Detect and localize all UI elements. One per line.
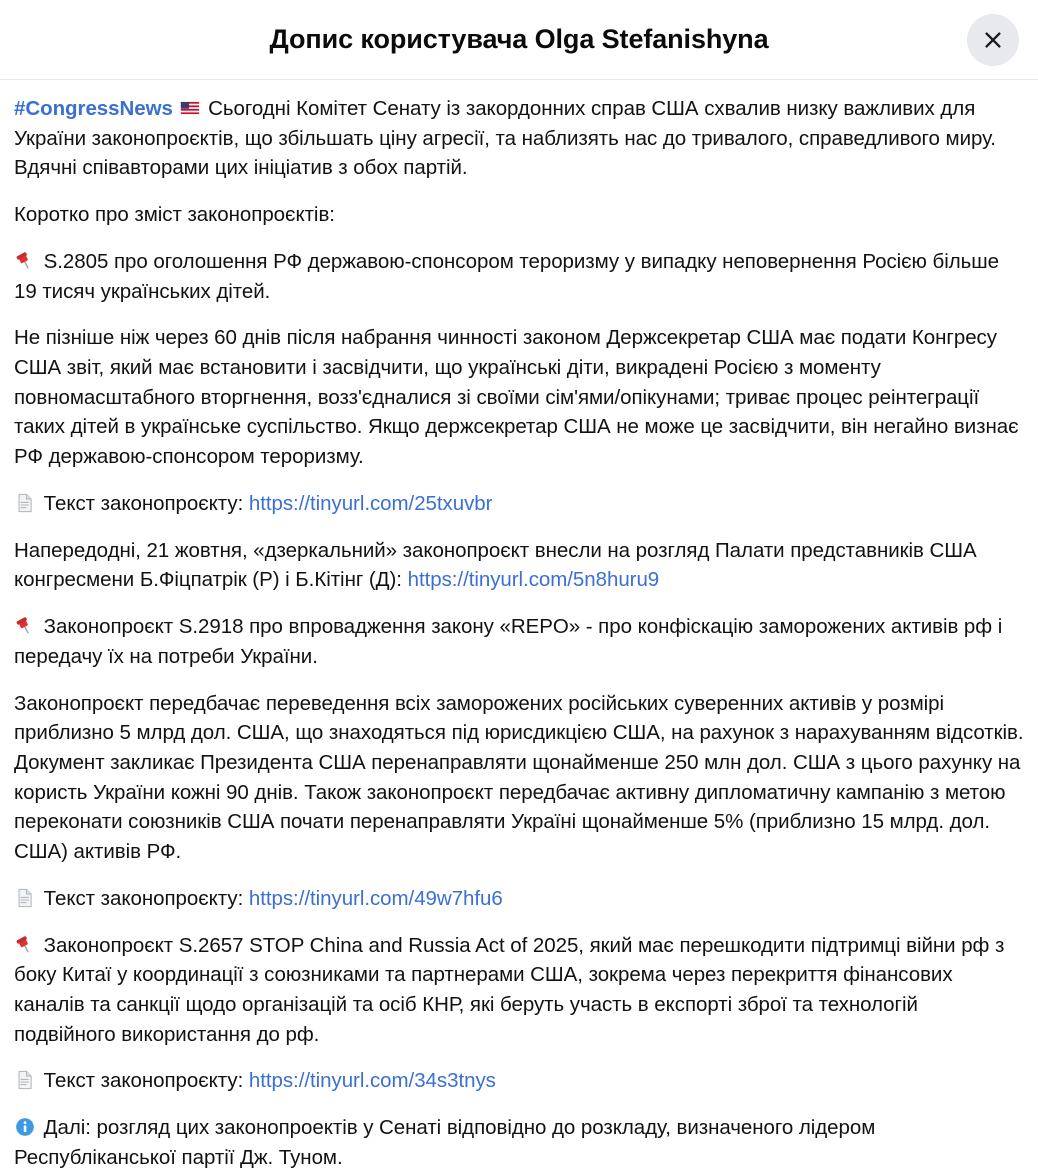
paragraph-text: Законопроєкт передбачає переведення всіх заморожених російських суверенних активів у розмірі приблизно 5 млрд дол. США, що знаходяться під юрисдикцією США, на рахунок з нарахуванням відсотків. Документ закликає Президента США перенаправляти щонайменше 250 млн дол. США з цього рахунку на користь України кожні 90 днів. Також законопроєкт передбачає активну дипломатичну кампанію з метою переконати союзників США почати перенаправляти Україні щонайменше 5% (приблизно 15 млрд. дол. США) активів РФ. [14, 691, 1024, 864]
page-document-icon [14, 887, 36, 909]
post-paragraph-house-mirror-bill [14, 536, 1024, 595]
paragraph-text: Далі: розгляд цих законопроектів у Сенаті відповідно до розкладу, визначеного лідером Республіканської партії Дж. Туном. [14, 1116, 876, 1169]
external-link[interactable]: https://tinyurl.com/34s3tnys [248, 1069, 496, 1093]
post-paragraph-s2918-link [14, 884, 1024, 914]
external-link[interactable]: https://tinyurl.com/25txuvbr [248, 491, 493, 515]
paragraph-text: Законопроєкт S.2657 STOP China and Russia Act of 2025, який має перешкодити підтримці війни рф з боку Китаї у координації з союзниками та партнерами США, зокрема через перекриття фінансових каналів та санкції щодо організацій та осіб КНР, які беруть участь в експорті зброї та технологій подвійного використання до рф. [14, 933, 1005, 1046]
close-icon [982, 29, 1004, 51]
pushpin-icon [14, 250, 36, 272]
paragraph-text: Текст законопроєкту: [43, 886, 249, 910]
paragraph-text: Сьогодні Комітет Сенату із закордонних справ США схвалив низку важливих для України законопроєктів, що збільшать ціну агресії, та наблизять нас до тривалого, справедливого миру. Вдячні співавторами цих ініціатив з обох партій. [14, 97, 996, 180]
post-content [0, 80, 1038, 1173]
pushpin-icon [14, 615, 36, 637]
hashtag-link[interactable]: #CongressNews [14, 97, 173, 120]
post-paragraph-summary-lead [14, 200, 1024, 230]
pushpin-icon [14, 934, 36, 956]
modal-header [0, 0, 1038, 80]
us-flag-icon [179, 97, 201, 119]
page-title: Допис користувача Olga Stefanishyna [269, 24, 769, 55]
paragraph-text: S.2805 про оголошення РФ державою-спонсором тероризму у випадку неповернення Росією більше 19 тисяч українських дітей. [14, 249, 1000, 303]
paragraph-text: Текст законопроєкту: [43, 1069, 249, 1093]
paragraph-text: Законопроєкт S.2918 про впровадження закону «REPO» - про конфіскацію заморожених активів рф і передачу їх на потреби України. [14, 615, 1003, 668]
close-button[interactable] [967, 14, 1019, 66]
post-paragraph-next-steps [14, 1113, 1024, 1172]
external-link[interactable]: https://tinyurl.com/49w7hfu6 [248, 886, 503, 910]
info-icon [14, 1116, 36, 1138]
post-paragraph-s2805-link [14, 489, 1024, 519]
paragraph-text: Не пізніше ніж через 60 днів після набрання чинності законом Держсекретар США має подати Конгресу США звіт, який має встановити і засвідчити, що українські діти, викрадені Росією з моменту повномасштабного вторгнення, возз'єдналися зі своїми сім'ями/опікунами; триває процес реінтеграції таких дітей в українське суспільство. Якщо держсекретар США не може це засвідчити, він негайно визнає РФ державою-спонсором тероризму. [14, 326, 1019, 469]
paragraph-text: Текст законопроєкту: [43, 491, 249, 515]
post-paragraph-intro [14, 94, 1024, 183]
post-paragraph-bill-s2918 [14, 612, 1024, 671]
post-paragraph-bill-s2805 [14, 247, 1024, 306]
page-document-icon [14, 1069, 36, 1091]
post-paragraph-s2657-link [14, 1066, 1024, 1096]
paragraph-text: Напередодні, 21 жовтня, «дзеркальний» законопроєкт внесли на розгляд Палати представників США конгресмени Б.Фіцпатрік (Р) і Б.Кітінг (Д): [14, 538, 977, 592]
post-paragraph-bill-s2657 [14, 931, 1024, 1050]
post-paragraph-s2805-detail [14, 323, 1024, 472]
post-paragraph-s2918-detail [14, 689, 1024, 867]
external-link[interactable]: https://tinyurl.com/5n8huru9 [407, 568, 660, 592]
page-document-icon [14, 492, 36, 514]
paragraph-text: Коротко про зміст законопроєктів: [14, 203, 335, 227]
